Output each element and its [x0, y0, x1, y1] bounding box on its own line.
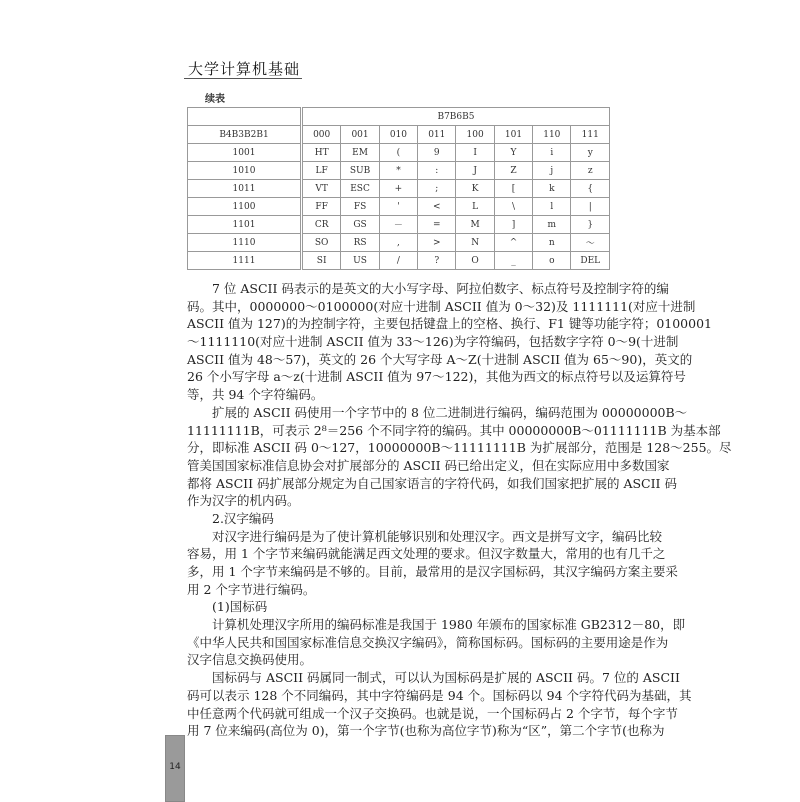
table-cell: [ [494, 180, 532, 198]
table-cell: _ [494, 252, 532, 270]
table-cell: ^ [494, 234, 532, 252]
table-cell: o [533, 252, 571, 270]
table-row [188, 234, 610, 252]
table-cell: L [456, 198, 494, 216]
table-row [188, 198, 610, 216]
text-line: 7 位 ASCII 码表示的是英文的大小写字母、阿拉伯数字、标点符号及控制字符的编 [212, 281, 669, 296]
column-header-cell: 010 [379, 126, 417, 144]
text-line: ASCII 值为 127)的为控制字符，主要包括键盘上的空格、换行、F1 键等功能字符；0100001 [187, 316, 712, 332]
title-rule [184, 78, 302, 79]
table-cell: ? [418, 252, 456, 270]
table-group-header-row [188, 108, 610, 126]
text-line: 分，即标准 ASCII 码 0～127，10000000B～11111111B 为扩展部分，范围是 128～255。尽 [187, 440, 732, 456]
table-cell: l [533, 198, 571, 216]
table-caption: 续表 [205, 94, 225, 105]
ascii-table [187, 107, 610, 270]
table-row [188, 162, 610, 180]
text-line: (1)国标码 [212, 599, 268, 615]
row-code-cell: 1001 [188, 144, 302, 162]
table-cell: SI [301, 252, 340, 270]
table-row [188, 252, 610, 270]
table-cell: ESC [341, 180, 379, 198]
text-line: 2.汉字编码 [212, 510, 274, 526]
table-cell: ] [494, 216, 532, 234]
table-cell: O [456, 252, 494, 270]
text-line: 中任意两个代码就可组成一个汉子交换码。也就是说，一个国标码占 2 个字节，每个字节 [187, 705, 678, 721]
text-line: 26 个小写字母 a～z(十进制 ASCII 值为 97～122)，其他为西文的标点符号以及运算符号 [187, 369, 686, 385]
table-cell: HT [301, 144, 340, 162]
text-line: 用 2 个字节进行编码。 [187, 581, 316, 597]
table-cell: J [456, 162, 494, 180]
table-cell: ; [418, 180, 456, 198]
text-line: 汉字信息交换码使用。 [187, 652, 313, 668]
row-code-cell: 1100 [188, 198, 302, 216]
column-header-cell: 101 [494, 126, 532, 144]
table-cell: } [571, 216, 610, 234]
table-cell: I [456, 144, 494, 162]
table-cell: N [456, 234, 494, 252]
table-cell: \ [494, 198, 532, 216]
table-cell: , [379, 234, 417, 252]
column-header-cell: 111 [571, 126, 610, 144]
table-cell: n [533, 234, 571, 252]
table-cell: | [571, 198, 610, 216]
text-line: 等，共 94 个字符编码。 [187, 387, 324, 403]
text-line: 容易，用 1 个字节来编码就能满足西文处理的要求。但汉字数量大，常用的也有几千之 [187, 546, 666, 562]
row-code-cell: 1011 [188, 180, 302, 198]
table-cell: k [533, 180, 571, 198]
text-line: 管美国国家标准信息协会对扩展部分的 ASCII 码已给出定义，但在实际应用中多数国家 [187, 457, 670, 473]
table-cell: : [418, 162, 456, 180]
row-code-cell: 1111 [188, 252, 302, 270]
table-cell: RS [341, 234, 379, 252]
table-cell: SO [301, 234, 340, 252]
table-column-header-row [188, 126, 610, 144]
text-line: 码可以表示 128 个不同编码，其中字符编码是 94 个。国标码以 94 个字符代码为基础，其 [187, 687, 692, 703]
column-header-cell: 110 [533, 126, 571, 144]
table-row [188, 144, 610, 162]
table-cell: ～ [571, 234, 610, 252]
group-header-cell: B7B6B5 [301, 108, 609, 126]
table-cell: US [341, 252, 379, 270]
table-row [188, 216, 610, 234]
table-cell: LF [301, 162, 340, 180]
table-cell: * [379, 162, 417, 180]
table-cell: i [533, 144, 571, 162]
column-header-cell: 100 [456, 126, 494, 144]
text-line: 对汉字进行编码是为了使计算机能够识别和处理汉字。西文是拼写文字，编码比较 [212, 528, 663, 544]
table-cell: DEL [571, 252, 610, 270]
text-line: 作为汉字的机内码。 [187, 493, 300, 509]
text-line: 都将 ASCII 码扩展部分规定为自己国家语言的字符代码，如我们国家把扩展的 ASCII 码 [187, 475, 677, 491]
table-row [188, 180, 610, 198]
table-corner-cell [188, 108, 302, 126]
table-cell: = [418, 216, 456, 234]
table-cell: j [533, 162, 571, 180]
row-code-cell: 1110 [188, 234, 302, 252]
table-cell: 9 [418, 144, 456, 162]
text-line: 扩展的 ASCII 码使用一个字节中的 8 位二进制进行编码，编码范围为 00000000B～ [212, 404, 688, 420]
column-header-cell: 001 [341, 126, 379, 144]
table-cell: m [533, 216, 571, 234]
table-cell: VT [301, 180, 340, 198]
column-header-cell: 011 [418, 126, 456, 144]
table-cell: y [571, 144, 610, 162]
table-cell: EM [341, 144, 379, 162]
table-cell: FS [341, 198, 379, 216]
table-cell: Z [494, 162, 532, 180]
table-cell: Y [494, 144, 532, 162]
table-cell: GS [341, 216, 379, 234]
row-header-cell: B4B3B2B1 [188, 126, 302, 144]
row-code-cell: 1010 [188, 162, 302, 180]
table-cell: － [379, 216, 417, 234]
text-line: ASCII 值为 48～57)，英文的 26 个大写字母 A～Z(十进制 ASCII 值为 65～90)，英文的 [187, 351, 693, 367]
text-line: 用 7 位来编码(高位为 0)，第一个字节(也称为高位字节)称为“区”，第二个字节(也称为 [187, 723, 665, 739]
table-cell: SUB [341, 162, 379, 180]
body-text [187, 280, 732, 740]
text-line: 国标码与 ASCII 码属同一制式，可以认为国标码是扩展的 ASCII 码。7 位的 ASCII [212, 670, 680, 686]
table-cell: M [456, 216, 494, 234]
text-line: 11111111B，可表示 2⁸＝256 个不同字符的编码。其中 00000000B～01111111B 为基本部 [187, 422, 721, 438]
running-title: 大学计算机基础 [188, 60, 301, 78]
column-header-cell: 000 [301, 126, 340, 144]
page-number: 14 [169, 762, 181, 772]
table-cell: > [418, 234, 456, 252]
table-cell: < [418, 198, 456, 216]
page-number-tab [165, 735, 185, 802]
table-cell: ( [379, 144, 417, 162]
table-cell: K [456, 180, 494, 198]
table-cell: z [571, 162, 610, 180]
table-cell: / [379, 252, 417, 270]
text-line: 多，用 1 个字节来编码是不够的。目前，最常用的是汉字国标码，其汉字编码方案主要采 [187, 564, 678, 579]
table-cell: + [379, 180, 417, 198]
text-line: 《中华人民共和国国家标准信息交换汉字编码》，简称国标码。国标码的主要用途是作为 [187, 634, 669, 650]
text-line: ～1111110(对应十进制 ASCII 值为 33～126)为字符编码，包括数字字符 0～9(十进制 [187, 334, 679, 350]
table-cell: FF [301, 198, 340, 216]
table-cell: ' [379, 198, 417, 216]
text-line: 计算机处理汉字所用的编码标准是我国于 1980 年颁布的国家标准 GB2312－80，即 [212, 617, 686, 633]
table-cell: CR [301, 216, 340, 234]
text-line: 码。其中，0000000～0100000(对应十进制 ASCII 值为 0～32)及 1111111(对应十进制 [187, 298, 696, 314]
row-code-cell: 1101 [188, 216, 302, 234]
table-cell: { [571, 180, 610, 198]
